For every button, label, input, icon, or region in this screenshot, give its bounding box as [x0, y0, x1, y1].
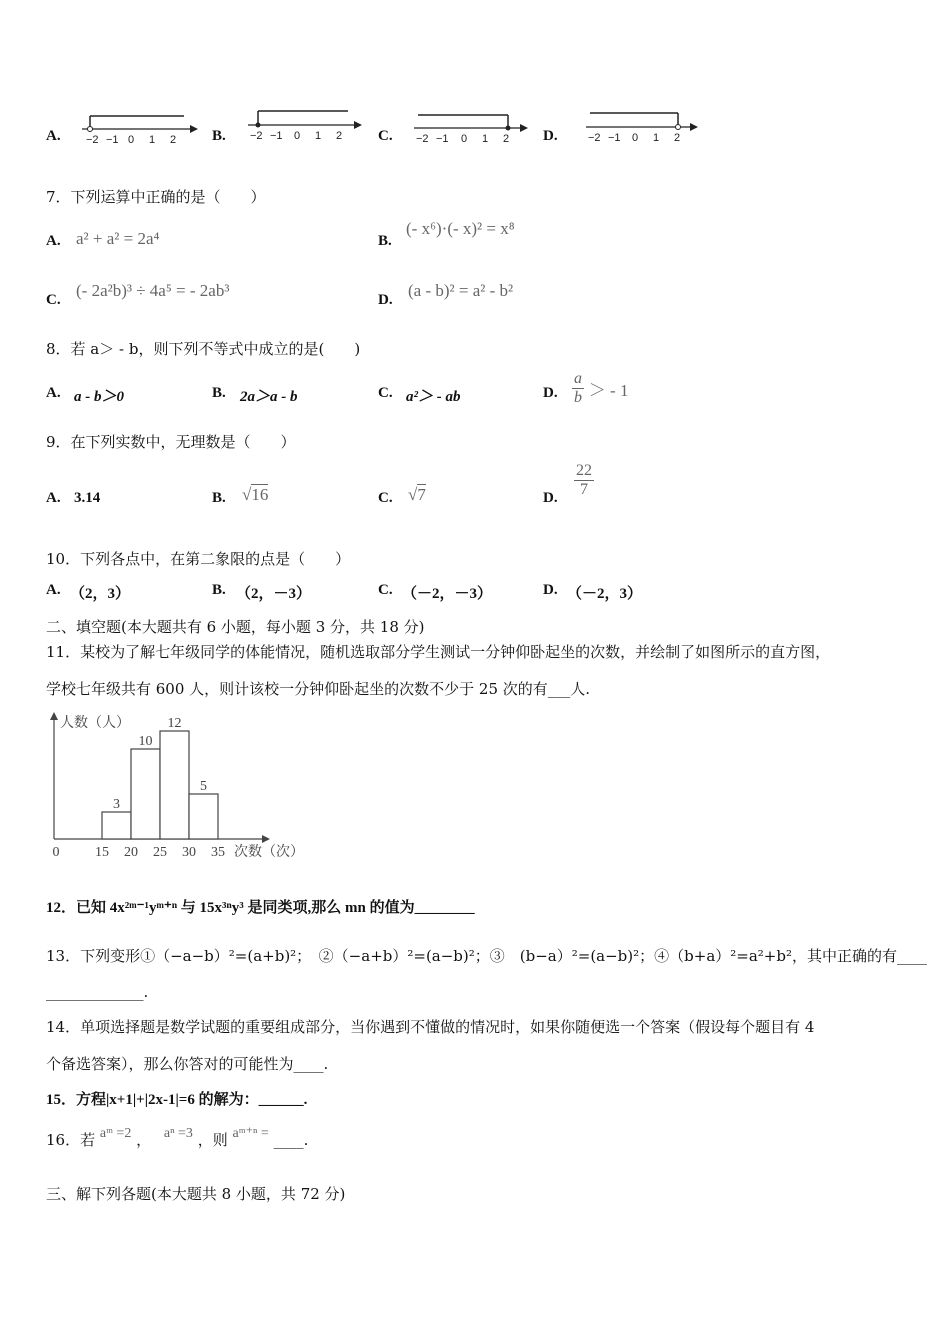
tick-label: 1	[315, 130, 322, 142]
sqrt-symbol: √	[242, 485, 252, 504]
q12-text: 12．已知 4x²ᵐ⁻¹yᵐ⁺ⁿ 与 15x³ⁿy³ 是同类项,那么 mn 的值为________	[46, 900, 475, 916]
q9-option-a-expr: 3.14	[74, 490, 101, 506]
tick-label: 2	[336, 130, 343, 142]
tick-label: 2	[503, 133, 510, 145]
q6-option-d-label: D.	[543, 128, 558, 144]
bar-value-label: 5	[200, 779, 207, 794]
q16-mid: ，则	[197, 1131, 228, 1149]
tick-label: −1	[436, 133, 449, 145]
histogram-bar	[160, 731, 189, 839]
tick-label: −1	[608, 132, 621, 144]
x-tick-label: 35	[211, 845, 225, 860]
q6-option-d-numberline	[582, 98, 702, 148]
x-tick-label: 30	[182, 845, 196, 860]
q8-d-rest: ＞ - 1	[588, 381, 629, 400]
q8-option-c-label: C.	[378, 385, 393, 401]
y-axis-label: 人数（人）	[60, 716, 130, 731]
q7-option-b-label: B.	[378, 233, 392, 249]
q14-line2: 个备选答案），那么你答对的可能性为____.	[46, 1055, 329, 1073]
q8-option-b-label: B.	[212, 385, 226, 401]
tick-label: 0	[461, 133, 468, 145]
bar-value-label: 10	[138, 734, 153, 749]
histogram-bar	[102, 812, 131, 839]
q10-option-d-label: D.	[543, 582, 558, 598]
x-tick-label: 25	[153, 845, 167, 860]
q16-line	[46, 1125, 308, 1150]
section3-heading: 三、解下列各题(本大题共 8 小题，共 72 分)	[46, 1185, 346, 1203]
q10-option-b-label: B.	[212, 582, 226, 598]
q10-stem: 10．下列各点中，在第二象限的点是（ ）	[46, 550, 351, 568]
tick-label: 1	[482, 133, 489, 145]
q9-d-fraction	[574, 462, 594, 499]
tick-label: −2	[588, 132, 601, 144]
tick-label: 2	[170, 134, 177, 146]
q7-option-a-expr: a² + a² = 2a⁴	[76, 229, 160, 248]
tick-label: 0	[128, 134, 135, 146]
q10-option-c-label: C.	[378, 582, 393, 598]
x-tick-label: 15	[95, 845, 109, 860]
sqrt-radicand: 16	[251, 485, 269, 504]
q7-option-d-expr: (a - b)² = a² - b²	[408, 281, 514, 300]
q8-option-b-expr: 2a＞a - b	[240, 389, 298, 405]
tick-label: 1	[653, 132, 660, 144]
q9-option-c-expr	[408, 485, 426, 505]
q8-option-d-label: D.	[543, 385, 558, 401]
bar-value-label: 12	[167, 716, 182, 731]
q9-option-c-label: C.	[378, 490, 393, 506]
fraction-numerator: 22	[576, 462, 592, 479]
q13-line1: 13．下列变形①（−a−b）²=(a+b)²； ②（−a+b）²=(a−b)²；③ (b−a）²=(a−b)²；④（b+a）²=a²+b²，其中正确的有____	[46, 947, 927, 965]
q9-option-d-label: D.	[543, 490, 558, 506]
x-axis-label: 次数（次）	[234, 845, 304, 860]
tick-label: −2	[416, 133, 429, 145]
q15-text: 15．方程|x+1|+|2x-1|=6 的解为：______.	[46, 1092, 308, 1108]
tick-label: 2	[674, 132, 681, 144]
q6-option-b-label: B.	[212, 128, 226, 144]
q8-stem: 8．若 a＞ - b，则下列不等式中成立的是( )	[46, 340, 361, 358]
q7-option-c-expr: (- 2a²b)³ ÷ 4a⁵ = - 2ab³	[76, 281, 230, 300]
q16-expr-2: aⁿ =3	[163, 1126, 193, 1141]
q8-option-a-label: A.	[46, 385, 61, 401]
bar-value-label: 3	[113, 797, 120, 812]
q7-option-d-label: D.	[378, 292, 393, 308]
q14-line1: 14．单项选择题是数学试题的重要组成部分，当你遇到不懂做的情况时，如果你随便选一个答案（假设每个题目有 4	[46, 1018, 815, 1036]
x-tick-label: 20	[124, 845, 138, 860]
q8-option-d-expr	[572, 370, 628, 407]
q10-option-b-expr: （2，－3）	[236, 586, 312, 602]
fraction-denominator: b	[574, 389, 582, 406]
q11-histogram	[40, 708, 320, 868]
fraction-numerator: a	[574, 370, 582, 387]
tick-label: 0	[632, 132, 639, 144]
q13-line2: _____________.	[46, 983, 149, 1001]
sqrt-symbol: √	[408, 485, 418, 504]
q8-option-a-expr: a - b＞0	[74, 389, 124, 405]
histogram-bar	[189, 794, 218, 839]
q11-line2: 学校七年级共有 600 人，则计该校一分钟仰卧起坐的次数不少于 25 次的有___人.	[46, 680, 591, 698]
q6-option-c-label: C.	[378, 128, 393, 144]
q9-option-b-label: B.	[212, 490, 226, 506]
tick-label: −1	[106, 134, 119, 146]
tick-label: 1	[149, 134, 156, 146]
q8-option-c-expr: a²＞ - ab	[406, 389, 461, 405]
q8-d-fraction	[572, 370, 584, 407]
q16-tail: ____.	[273, 1131, 309, 1149]
tick-label: 0	[294, 130, 301, 142]
histogram-bar	[131, 749, 160, 839]
sqrt-radicand: 7	[417, 485, 426, 504]
q7-option-a-label: A.	[46, 233, 61, 249]
q7-option-c-label: C.	[46, 292, 61, 308]
q6-option-b-numberline	[244, 98, 364, 148]
q10-option-c-expr: （－2，－3）	[402, 586, 493, 602]
q6-option-c-numberline	[410, 98, 530, 148]
tick-label: −2	[86, 134, 99, 146]
q9-stem: 9．在下列实数中，无理数是（ ）	[46, 433, 296, 451]
q9-option-a-label: A.	[46, 490, 61, 506]
q11-line1: 11．某校为了解七年级同学的体能情况，随机选取部分学生测试一分钟仰卧起坐的次数，并绘制了如图所示的直方图，	[46, 643, 831, 661]
tick-label: −2	[250, 130, 263, 142]
q6-option-a-label: A.	[46, 128, 61, 144]
tick-label: −1	[270, 130, 283, 142]
q9-option-b-expr	[242, 485, 268, 505]
q7-stem: 7．下列运算中正确的是（ ）	[46, 188, 266, 206]
q9-option-d-expr	[574, 462, 594, 499]
q10-option-a-expr: （2，3）	[70, 586, 131, 602]
q16-expr-1: aᵐ =2	[99, 1126, 132, 1141]
q16-expr-3: aᵐ⁺ⁿ =	[232, 1126, 269, 1141]
y-axis-arrow	[50, 712, 58, 720]
x-axis-arrow	[262, 835, 270, 843]
q6-option-a-numberline	[78, 98, 198, 148]
q16-prefix: 16．若	[46, 1131, 96, 1149]
q7-option-b-expr: (- x⁶)·(- x)² = x⁸	[406, 219, 515, 238]
section2-heading: 二、填空题(本大题共有 6 小题，每小题 3 分，共 18 分)	[46, 618, 425, 636]
q10-option-d-expr: （－2，3）	[567, 586, 643, 602]
x-tick-label: 0	[52, 845, 60, 860]
fraction-denominator: 7	[580, 481, 588, 498]
q10-option-a-label: A.	[46, 582, 61, 598]
q16-sep: ，	[136, 1131, 152, 1149]
